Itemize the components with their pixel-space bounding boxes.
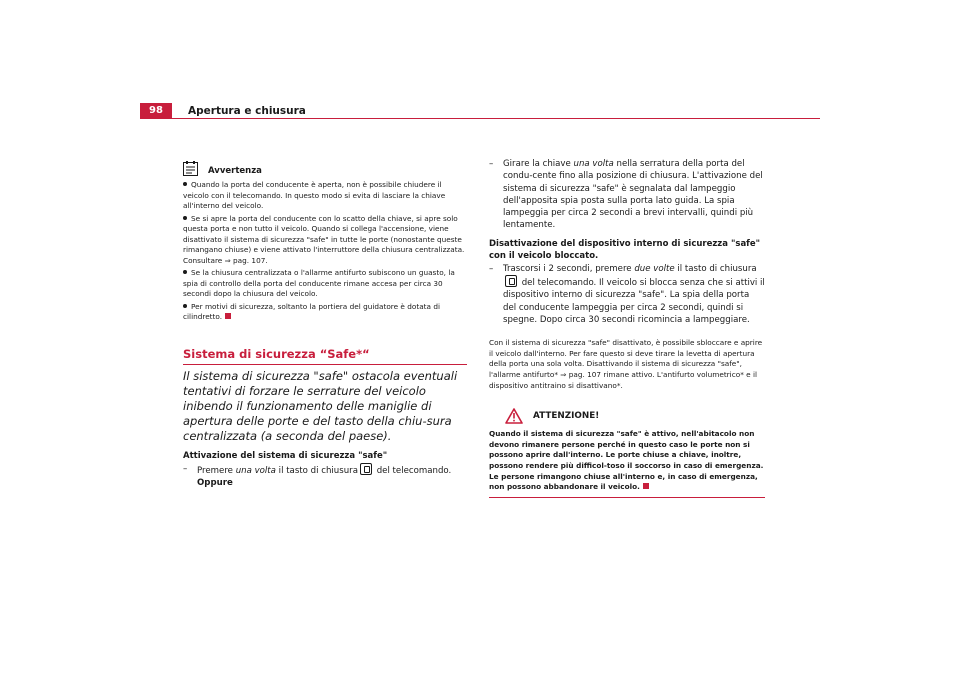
header-rule — [140, 118, 820, 119]
note-bullet: Se la chiusura centralizzata o l'allarme antifurto subiscono un guasto, la spia di controllo della porta del conducente rimane accesa per circa 30 secondi dopo la chiusura del veicolo. — [183, 268, 455, 298]
activation-subhead: Attivazione del sistema di sicurezza "safe" — [183, 450, 388, 461]
left-column — [183, 158, 467, 489]
info-paragraph: Con il sistema di sicurezza "safe" disattivato, è possibile sbloccare e aprire il veicolo dall'interno. Per fare questo si deve tirare la levetta di apertura della porta una sola volta. Disattivando il sistema di sicurezza "safe", l'allarme antifurto* ⇒ pag. 107 rimane attivo. L'antifurto volumetrico* e il dispositivo antitraino si disattivano*. — [489, 338, 763, 390]
key-step: – Girare la chiave una volta nella serratura della porta del condu-cente fino alla posizione di chiusura. L'attivazione del sistema di sicurezza "safe" è segnalata dal lampeggio dell'apposita spia posta sulla porta lato guida. La spia lampeggia per circa 2 secondi a brevi intervalli, quindi più lentamente. — [489, 159, 763, 231]
note-header — [183, 158, 467, 176]
oppure-label: Oppure — [197, 477, 233, 488]
bullet-dot — [183, 216, 187, 220]
note-bullet: Per motivi di sicurezza, soltanto la portiera del guidatore è dotata di cilindretto. — [183, 301, 440, 321]
lock-key-icon — [360, 463, 372, 475]
warning-icon — [505, 408, 523, 424]
right-column — [489, 158, 765, 498]
deactivation-subhead: Disattivazione del dispositivo interno di sicurezza "safe" con il veicolo bloccato. — [489, 238, 761, 261]
activation-step: – Premere una volta il tasto di chiusura del telecomando. Oppure — [183, 463, 452, 488]
header-title: Apertura e chiusura — [188, 105, 306, 117]
page-number: 98 — [140, 103, 172, 119]
bullet-dot — [183, 304, 187, 308]
end-mark-icon — [643, 483, 649, 489]
section-title: Sistema di sicurezza “Safe*“ — [183, 347, 467, 365]
lock-key-icon — [505, 275, 517, 287]
note-title: Avvertenza — [208, 166, 262, 176]
note-bullet: Quando la porta del conducente è aperta, non è possibile chiudere il veicolo con il telecomando. In questo modo si evita di lasciare la chiave all'interno del veicolo. — [183, 180, 446, 210]
warning-box — [489, 405, 765, 498]
warning-header — [489, 405, 765, 427]
warning-text: Quando il sistema di sicurezza "safe" è attivo, nell'abitacolo non devono rimanere persone perché in questo caso le porte non si possono aprire dall'interno. Le porte chiuse a chiave, inoltre, possono rendere più difficol-toso il soccorso in caso di emergenza. Le persone rimangono chiuse all'interno e, in caso di emergenza, non possono abbandonare il veicolo. — [489, 429, 764, 492]
end-mark-icon — [225, 313, 231, 319]
note-icon — [183, 161, 198, 176]
deactivation-step: – Trascorsi i 2 secondi, premere due volte il tasto di chiusura del telecomando. Il veicolo si blocca senza che si attivi il dispositivo interno di sicurezza "safe". La spia della porta del conducente lampeggia per circa 2 secondi, quindi si spegne. Dopo circa 30 secondi ricomincia a lampeggiare. — [489, 263, 765, 325]
warning-title: ATTENZIONE! — [533, 411, 600, 422]
note-bullet: Se si apre la porta del conducente con lo scatto della chiave, si apre solo questa porta e non tutto il veicolo. Quando si collega l'accensione, viene disattivato il sistema di sicurezza "safe" in tutte le porte (nonostante queste rimangano chiuse) e viene attivato l'interruttore della chiusura centralizzata. Consultare ⇒ pag. 107. — [183, 213, 465, 265]
section-intro: Il sistema di sicurezza "safe" ostacola eventuali tentativi di forzare le serrature del veicolo inibendo il funzionamento delle maniglie di apertura delle porte e del tasto della chiu-sura centralizzata (a seconda del paese). — [183, 368, 458, 443]
bullet-dot — [183, 182, 187, 186]
bullet-dot — [183, 270, 187, 274]
